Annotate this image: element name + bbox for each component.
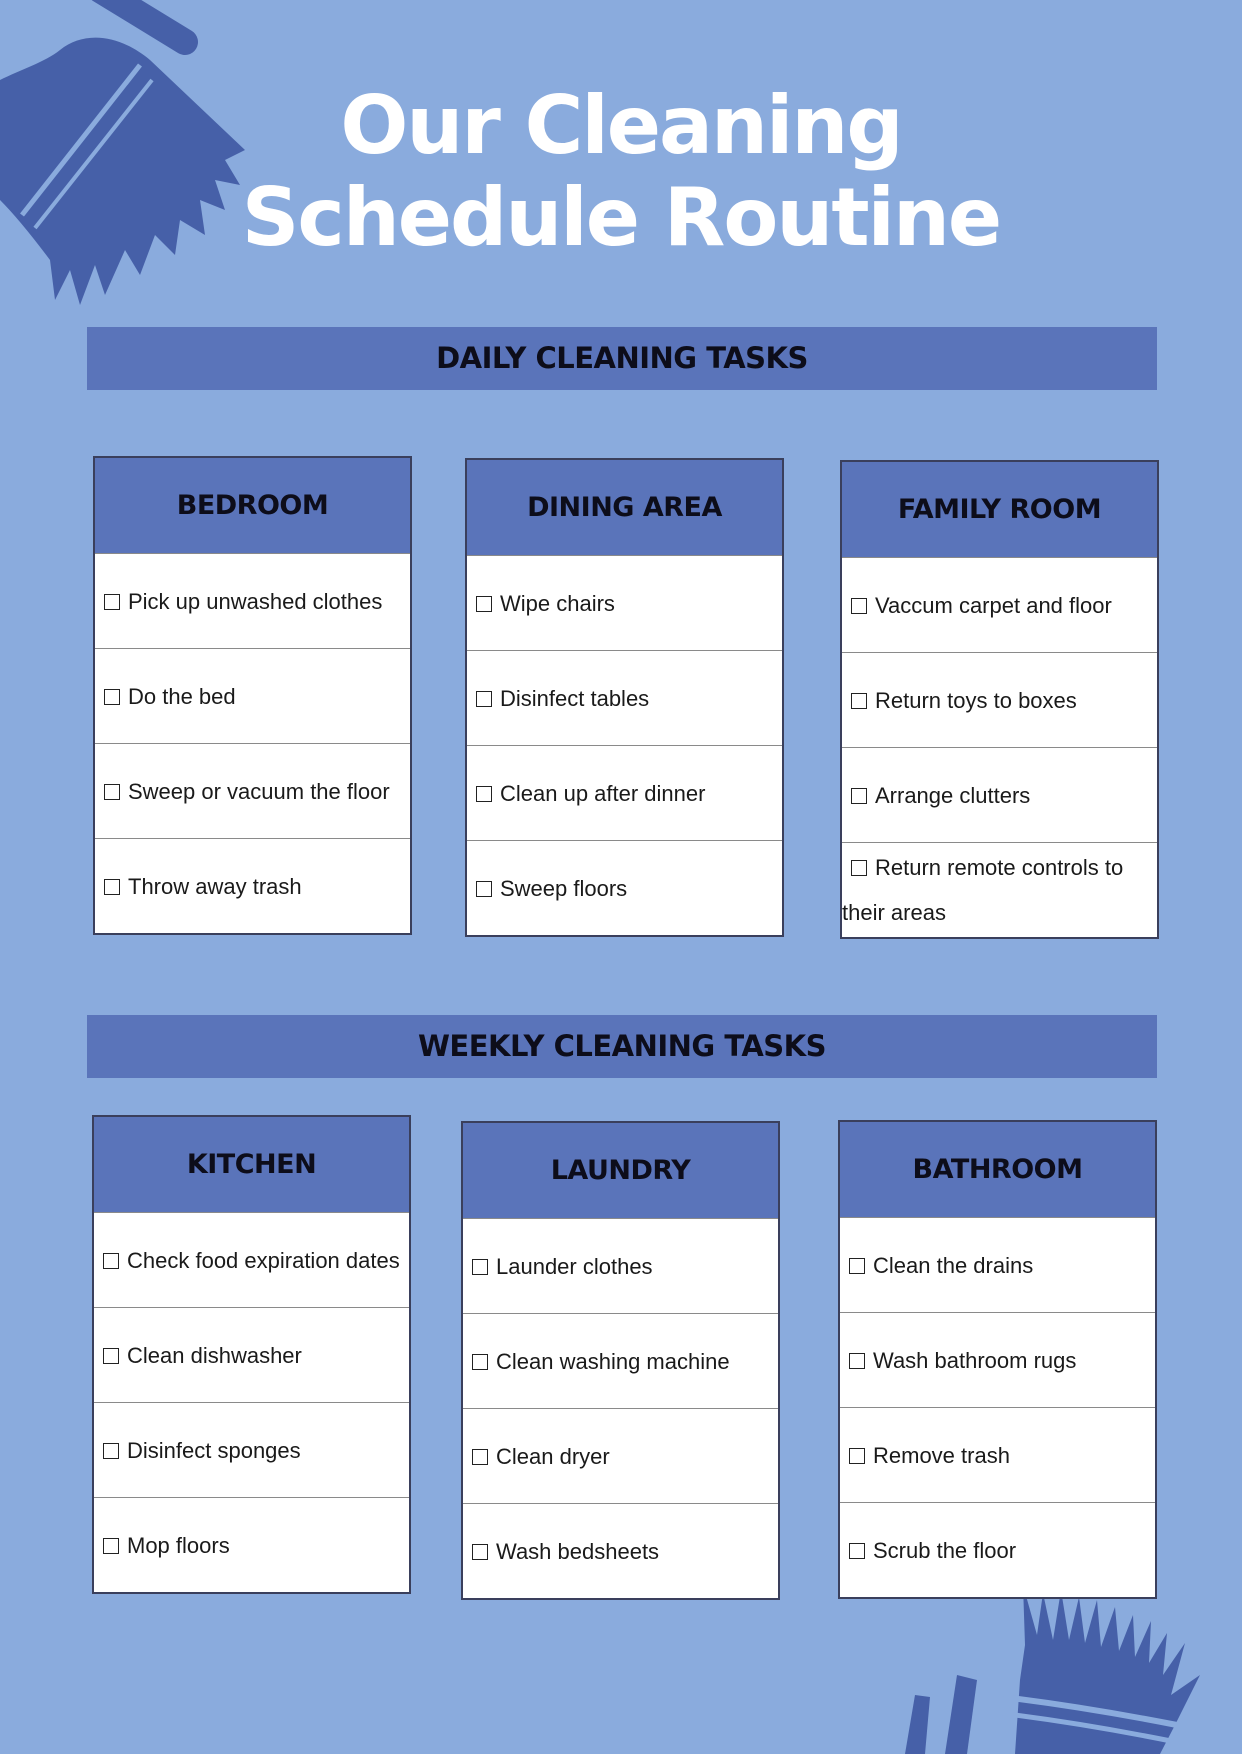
checkbox-icon[interactable] xyxy=(851,598,867,614)
daily-section-heading: DAILY CLEANING TASKS xyxy=(87,327,1157,390)
card-bedroom xyxy=(93,456,412,935)
task-item[interactable]: Remove trash xyxy=(840,1407,1155,1502)
card-title: DINING AREA xyxy=(467,460,782,555)
task-item[interactable]: Do the bed xyxy=(95,648,410,743)
page-title: Our Cleaning Schedule Routine xyxy=(241,79,1001,264)
task-item[interactable]: Wipe chairs xyxy=(467,555,782,650)
card-kitchen xyxy=(92,1115,411,1594)
checkbox-icon[interactable] xyxy=(476,881,492,897)
task-item[interactable]: Return toys to boxes xyxy=(842,652,1157,747)
checkbox-icon[interactable] xyxy=(849,1448,865,1464)
checkbox-icon[interactable] xyxy=(849,1543,865,1559)
task-item[interactable]: Wash bedsheets xyxy=(463,1503,778,1598)
checkbox-icon[interactable] xyxy=(472,1259,488,1275)
task-item[interactable]: Wash bathroom rugs xyxy=(840,1312,1155,1407)
task-item[interactable]: Throw away trash xyxy=(95,838,410,933)
checkbox-icon[interactable] xyxy=(849,1353,865,1369)
task-item[interactable]: Vaccum carpet and floor xyxy=(842,557,1157,652)
card-title: BEDROOM xyxy=(95,458,410,553)
task-item[interactable]: Clean washing machine xyxy=(463,1313,778,1408)
checkbox-icon[interactable] xyxy=(851,788,867,804)
task-item[interactable]: Clean the drains xyxy=(840,1217,1155,1312)
task-item[interactable]: Sweep or vacuum the floor xyxy=(95,743,410,838)
broom-icon xyxy=(895,1585,1242,1754)
task-item[interactable]: Mop floors xyxy=(94,1497,409,1592)
task-item[interactable]: Arrange clutters xyxy=(842,747,1157,842)
checkbox-icon[interactable] xyxy=(476,786,492,802)
task-item[interactable]: Launder clothes xyxy=(463,1218,778,1313)
checkbox-icon[interactable] xyxy=(104,689,120,705)
checkbox-icon[interactable] xyxy=(851,860,867,876)
checkbox-icon[interactable] xyxy=(472,1354,488,1370)
task-item[interactable]: Clean dishwasher xyxy=(94,1307,409,1402)
checkbox-icon[interactable] xyxy=(849,1258,865,1274)
card-title: KITCHEN xyxy=(94,1117,409,1212)
checkbox-icon[interactable] xyxy=(104,879,120,895)
card-laundry xyxy=(461,1121,780,1600)
task-item[interactable]: Sweep floors xyxy=(467,840,782,935)
checkbox-icon[interactable] xyxy=(103,1443,119,1459)
checkbox-icon[interactable] xyxy=(104,594,120,610)
checkbox-icon[interactable] xyxy=(472,1544,488,1560)
card-title: FAMILY ROOM xyxy=(842,462,1157,557)
card-title: LAUNDRY xyxy=(463,1123,778,1218)
task-item[interactable]: Disinfect sponges xyxy=(94,1402,409,1497)
card-bathroom xyxy=(838,1120,1157,1599)
checkbox-icon[interactable] xyxy=(476,596,492,612)
checkbox-icon[interactable] xyxy=(103,1253,119,1269)
task-item[interactable]: Clean up after dinner xyxy=(467,745,782,840)
task-item[interactable]: Clean dryer xyxy=(463,1408,778,1503)
checkbox-icon[interactable] xyxy=(103,1348,119,1364)
task-item[interactable]: Disinfect tables xyxy=(467,650,782,745)
checkbox-icon[interactable] xyxy=(472,1449,488,1465)
checkbox-icon[interactable] xyxy=(476,691,492,707)
weekly-section-heading: WEEKLY CLEANING TASKS xyxy=(87,1015,1157,1078)
task-item[interactable]: Return remote controls to their areas xyxy=(842,842,1157,937)
task-item[interactable]: Pick up unwashed clothes xyxy=(95,553,410,648)
task-item[interactable]: Scrub the floor xyxy=(840,1502,1155,1597)
card-dining-area xyxy=(465,458,784,937)
card-family-room xyxy=(840,460,1159,939)
checkbox-icon[interactable] xyxy=(104,784,120,800)
checkbox-icon[interactable] xyxy=(103,1538,119,1554)
checkbox-icon[interactable] xyxy=(851,693,867,709)
card-title: BATHROOM xyxy=(840,1122,1155,1217)
task-item[interactable]: Check food expiration dates xyxy=(94,1212,409,1307)
